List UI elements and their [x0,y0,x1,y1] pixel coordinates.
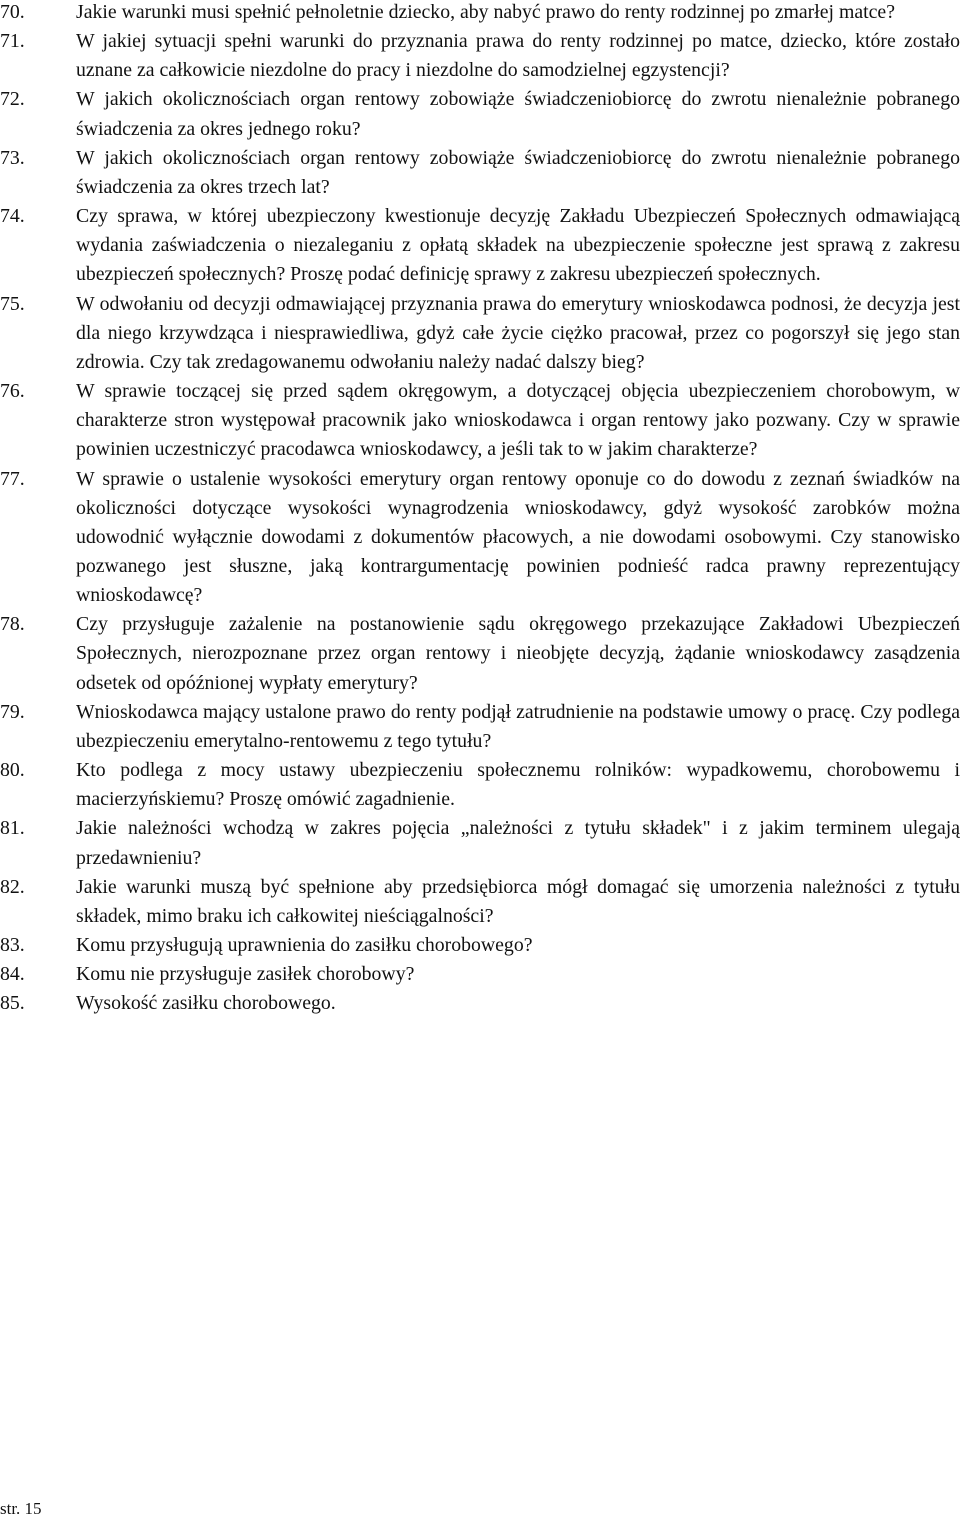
question-text: W jakich okolicznościach organ rentowy zobowiąże świadczeniobiorcę do zwrotu nienależnie pobranego świadczenia za okres jednego roku? [76,88,960,140]
list-item [0,465,960,611]
question-text: Jakie warunki muszą być spełnione aby przedsiębiorca mógł domagać się umorzenia należności z tytułu składek, mimo braku ich całkowitej nieściągalności? [76,875,960,927]
question-text: W jakich okolicznościach organ rentowy zobowiąże świadczeniobiorcę do zwrotu nienależnie pobranego świadczenia za okres trzech lat? [76,146,960,198]
list-item [0,0,960,27]
question-number: 81. [0,817,25,840]
question-text: Jakie należności wchodzą w zakres pojęcia „należności z tytułu składek" i z jakim terminem ulegają przedawnieniu? [76,817,960,869]
list-item [0,144,960,202]
question-text: Wysokość zasiłku chorobowego. [76,992,336,1015]
question-number: 79. [0,700,25,723]
question-number: 78. [0,613,25,636]
question-text: Jakie warunki musi spełnić pełnoletnie dziecko, aby nabyć prawo do renty rodzinnej po zmarłej matce? [76,1,895,23]
list-item [0,610,960,697]
list-item [0,698,960,756]
list-item [0,814,960,872]
question-text: Komu przysługują uprawnienia do zasiłku chorobowego? [76,934,533,956]
question-number: 85. [0,992,25,1015]
question-text: Kto podlega z mocy ustawy ubezpieczeniu społecznemu rolników: wypadkowemu, chorobowemu i macierzyńskiemu? Proszę omówić zagadnienie. [76,759,960,811]
list-item [0,85,960,143]
question-text: Czy przysługuje zażalenie na postanowienie sądu okręgowego przekazujące Zakładowi Ubezpieczeń Społecznych, nierozpoznane przez organ rentowy i nieobjęte decyzją, żądanie wnioskodawcy zasądzenia odsetek od opóźnionej wypłaty emerytury? [76,613,960,694]
question-text: W jakiej sytuacji spełni warunki do przyznania prawa do renty rodzinnej po matce, dziecko, które zostało uznane za całkowicie niezdolne do pracy i niezdolne do samodzielnej egzystencji? [76,30,960,82]
question-text: Czy sprawa, w której ubezpieczony kwestionuje decyzję Zakładu Ubezpieczeń Społecznych odmawiającą wydania zaświadczenia o niezaleganiu z opłatą składek na ubezpieczenie społeczne jest sprawą z zakresu ubezpieczeń społecznych? Proszę podać definicję sprawy z zakresu ubezpieczeń społecznych. [76,205,960,286]
list-item [0,989,960,1018]
list-item [0,960,960,989]
question-text: W odwołaniu od decyzji odmawiającej przyznania prawa do emerytury wnioskodawca podnosi, że decyzja jest dla niego krzywdząca i niesprawiedliwa, gdyż całe życie ciężko pracował, przez co pogorszył się jego stan zdrowia. Czy tak zredagowanemu odwołaniu należy nadać dalszy bieg? [76,292,960,373]
question-number: 73. [0,146,25,169]
page-number: str. 15 [0,1499,42,1518]
question-number: 80. [0,759,25,782]
list-item [0,873,960,931]
question-number: 71. [0,30,25,53]
question-number: 77. [0,467,25,490]
question-number: 76. [0,380,25,403]
question-number: 72. [0,88,25,111]
question-text: W sprawie toczącej się przed sądem okręgowym, a dotyczącej objęcia ubezpieczeniem chorobowym, w charakterze stron występował pracownik jako wnioskodawca i organ rentowy jako pozwany. Czy w sprawie powinien uczestniczyć pracodawca wnioskodawcy, a jeśli tak to w jakim charakterze? [76,380,960,461]
list-item [0,290,960,377]
question-number: 74. [0,205,25,228]
question-text: W sprawie o ustalenie wysokości emerytury organ rentowy oponuje co do dowodu z zeznań świadków na okoliczności dotyczące wysokości wynagrodzenia wnioskodawcy, gdyż wysokość zarobków można udowodnić wyłącznie dowodami z dokumentów płacowych, a nie dowodami osobowymi. Czy stanowisko pozwanego jest słuszne, jaką kontrargumentację powinien podnieść radca prawny reprezentujący wnioskodawcę? [76,467,960,607]
list-item [0,377,960,464]
list-item [0,931,960,960]
list-item [0,756,960,814]
question-number: 70. [0,1,25,23]
question-text: Komu nie przysługuje zasiłek chorobowy? [76,963,415,986]
question-number: 83. [0,934,25,956]
list-item [0,202,960,289]
list-item [0,27,960,85]
question-number: 75. [0,292,25,315]
question-number: 82. [0,875,25,898]
question-number: 84. [0,963,25,986]
question-text: Wnioskodawca mający ustalone prawo do renty podjął zatrudnienie na podstawie umowy o pracę. Czy podlega ubezpieczeniu emerytalno-rentowemu z tego tytułu? [76,700,960,752]
